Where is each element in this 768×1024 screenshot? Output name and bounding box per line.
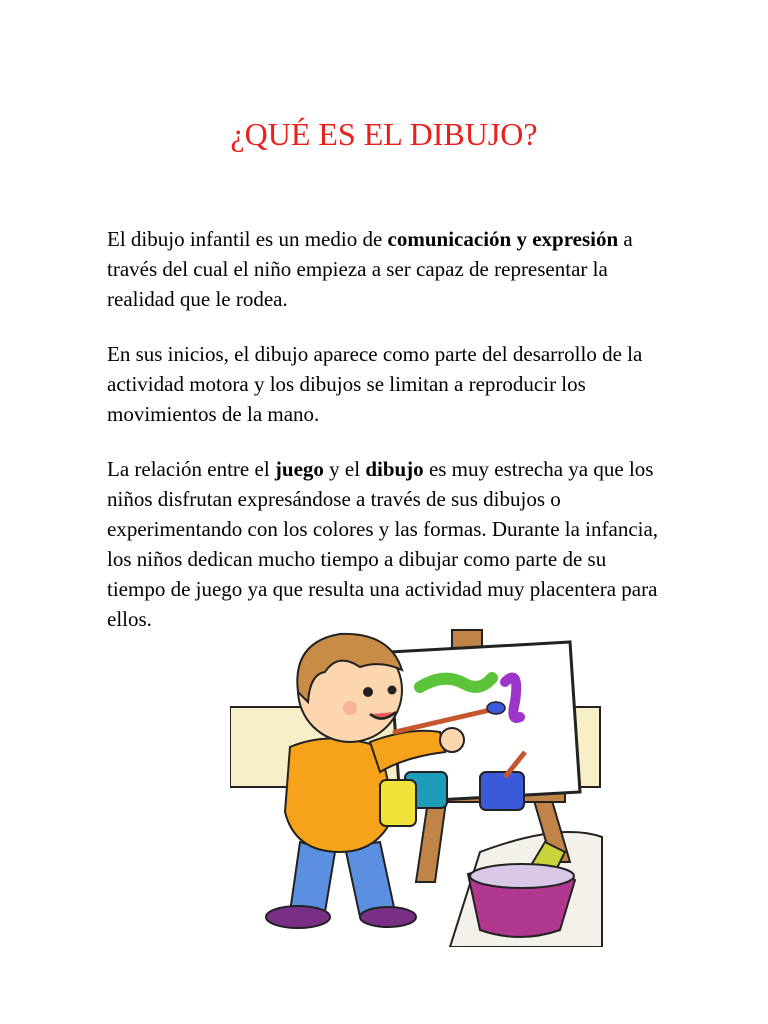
shoe-right [360, 907, 416, 927]
shoe-left [266, 906, 330, 928]
paint-jar-blue [480, 772, 524, 810]
bowl-rim [470, 864, 574, 888]
child-hand [440, 728, 464, 752]
text-run: y el [323, 457, 366, 481]
paragraph-1 [107, 224, 667, 314]
child-eye [388, 686, 397, 695]
text-run: La relación entre el [107, 457, 275, 481]
text-run: a través del cual el niño empieza a ser capaz de representar la realidad que le rodea. [107, 227, 633, 311]
brush-tip [487, 702, 505, 714]
paragraph-2 [107, 339, 667, 429]
text-run: es muy estrecha ya que los niños disfrutan expresándose a través de sus dibujos o experimentando con los colores y las formas. Durante la infancia, los niños dedican mucho tiempo a dibujar como parte de su tiempo de juego ya que resulta una actividad muy placentera para ellos. [107, 457, 659, 631]
bold-term: dibujo [365, 457, 424, 481]
document-body [107, 224, 667, 659]
child-painting-icon [230, 612, 610, 947]
text-run: En sus inicios, el dibujo aparece como parte del desarrollo de la actividad motora y los dibujos se limitan a reproducir los movimientos de la mano. [107, 342, 643, 426]
child-cheek [343, 701, 357, 715]
page-title: ¿QUÉ ES EL DIBUJO? [230, 116, 538, 152]
child-apron-pocket [380, 780, 416, 826]
child-leg-left [290, 842, 335, 912]
text-run: El dibujo infantil es un medio de [107, 227, 388, 251]
bold-term: juego [274, 457, 324, 481]
child-eye [363, 687, 373, 697]
bold-term: comunicación y expresión [387, 227, 619, 251]
paragraph-3 [107, 454, 667, 634]
child-leg-right [345, 842, 395, 917]
green-stroke [420, 678, 492, 687]
